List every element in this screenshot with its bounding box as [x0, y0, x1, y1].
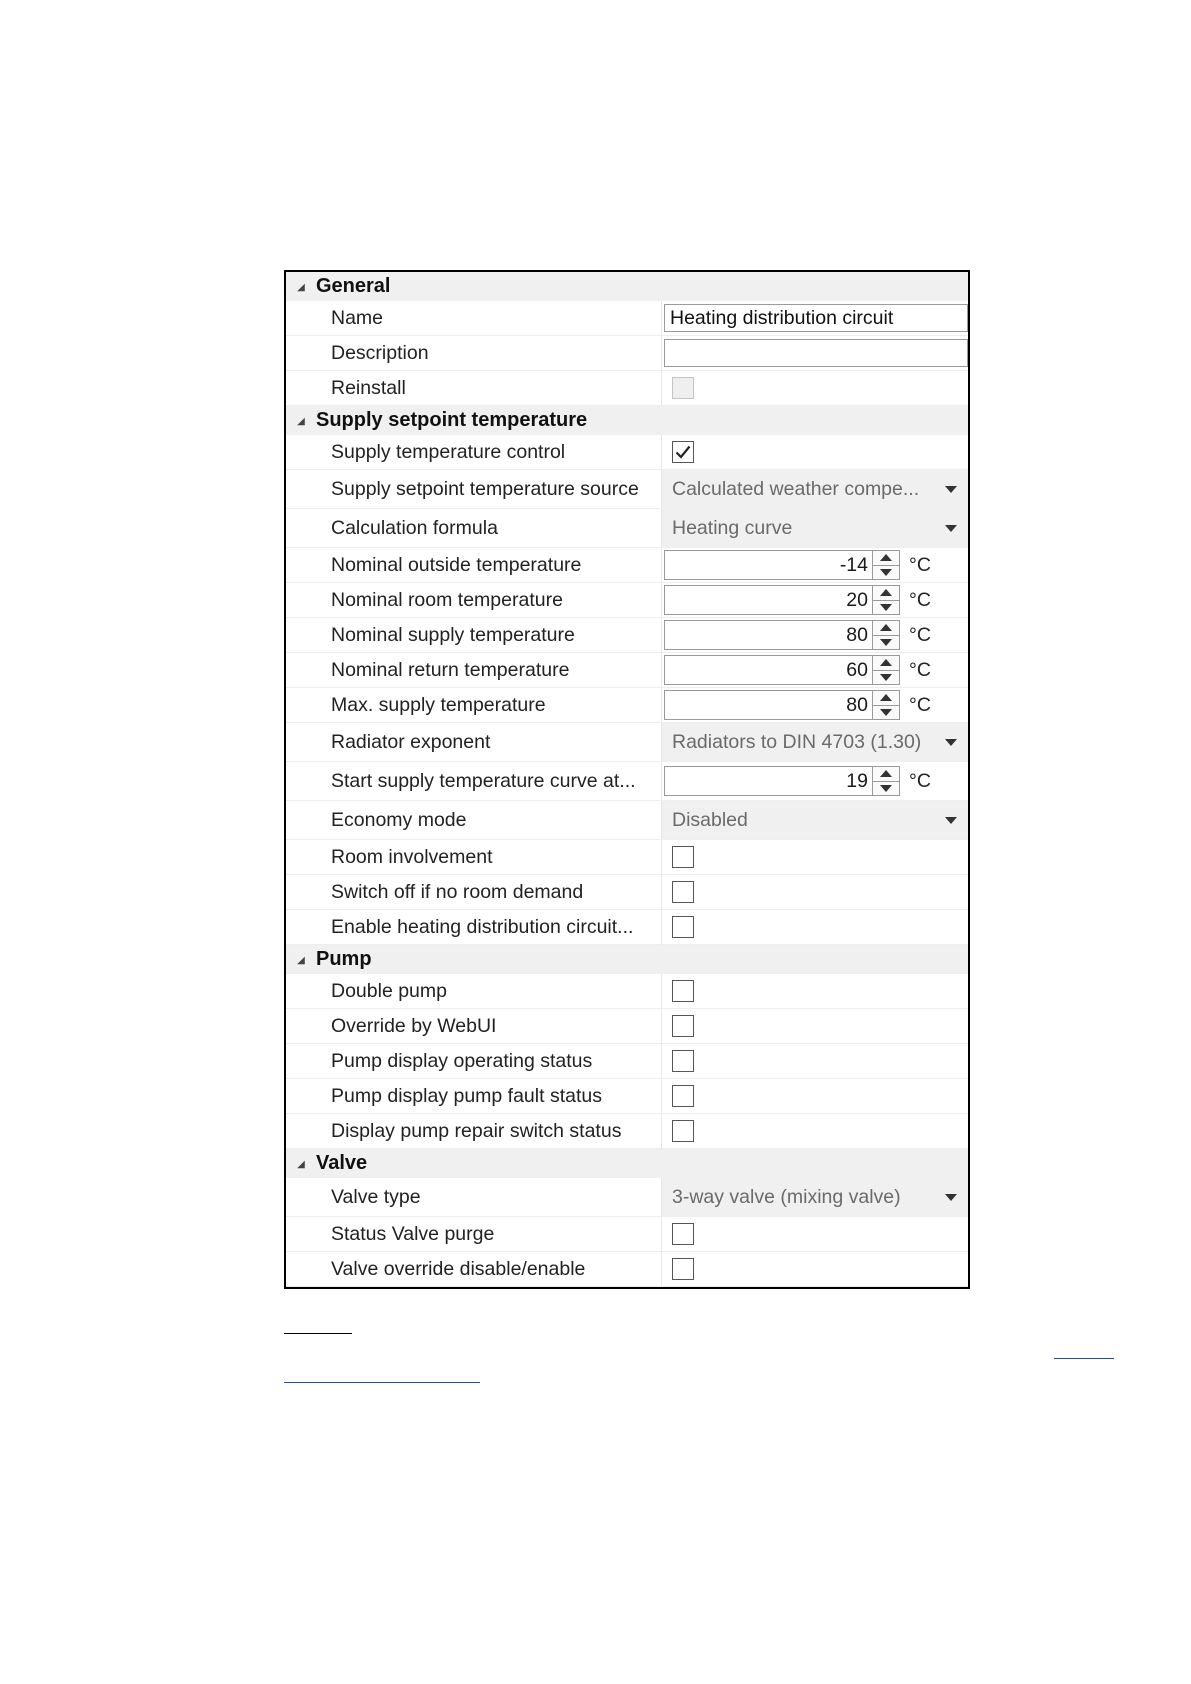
outside-temp-spinbox[interactable] [664, 550, 900, 580]
dropdown-value: 3-way valve (mixing valve) [672, 1185, 901, 1208]
property-row-supply-temp [286, 618, 968, 653]
unit-label: °C [909, 623, 931, 646]
property-row-valve-type [286, 1178, 968, 1217]
dropdown-value: Calculated weather compe... [672, 477, 920, 500]
collapse-triangle-icon[interactable]: ◢ [297, 415, 305, 427]
name-input[interactable]: Heating distribution circuit [664, 304, 968, 332]
property-row-radiator [286, 723, 968, 762]
unit-label: °C [909, 769, 931, 792]
link-underline[interactable] [1054, 1358, 1114, 1359]
switch-off-checkbox[interactable] [672, 881, 694, 903]
supply-control-checkbox[interactable] [672, 441, 694, 463]
spinbox-value[interactable]: 20 [846, 588, 868, 611]
unit-label: °C [909, 693, 931, 716]
category-valve[interactable] [286, 1149, 968, 1178]
repair-switch-checkbox[interactable] [672, 1120, 694, 1142]
property-row-supply-control [286, 435, 968, 470]
collapse-triangle-icon[interactable]: ◢ [297, 954, 305, 966]
property-label: Reinstall [286, 371, 662, 406]
property-label: Calculation formula [286, 509, 662, 548]
property-label: Display pump repair switch status [286, 1114, 662, 1149]
spinbox-value[interactable]: -14 [839, 553, 868, 576]
property-row-source [286, 470, 968, 509]
dropdown-value: Heating curve [672, 516, 793, 539]
dropdown-value: Radiators to DIN 4703 (1.30) [672, 730, 922, 753]
spin-down-icon[interactable] [873, 671, 899, 685]
valve-purge-checkbox[interactable] [672, 1223, 694, 1245]
dropdown-arrow-icon[interactable] [934, 739, 968, 746]
property-row-valve-purge [286, 1217, 968, 1252]
valve-type-dropdown[interactable] [662, 1178, 968, 1216]
property-label: Switch off if no room demand [286, 875, 662, 910]
property-label: Nominal return temperature [286, 653, 662, 688]
property-label: Double pump [286, 974, 662, 1009]
property-label: Name [286, 301, 662, 336]
collapse-triangle-icon[interactable]: ◢ [297, 1158, 305, 1170]
link-underline[interactable] [284, 1382, 480, 1383]
property-label: Nominal outside temperature [286, 548, 662, 583]
property-label: Supply temperature control [286, 435, 662, 470]
spin-down-icon[interactable] [873, 566, 899, 580]
unit-label: °C [909, 658, 931, 681]
valve-override-checkbox[interactable] [672, 1258, 694, 1280]
property-row-switch-off [286, 875, 968, 910]
source-dropdown[interactable] [662, 470, 968, 508]
property-label: Status Valve purge [286, 1217, 662, 1252]
property-label: Supply setpoint temperature source [286, 470, 662, 509]
property-row-room-involvement [286, 840, 968, 875]
property-row-room-temp [286, 583, 968, 618]
supply-temp-spinbox[interactable] [664, 620, 900, 650]
property-label: Start supply temperature curve at... [286, 762, 662, 801]
underline-decoration [284, 1333, 352, 1334]
collapse-triangle-icon[interactable]: ◢ [297, 281, 305, 293]
property-grid [284, 270, 970, 1289]
economy-dropdown[interactable] [662, 801, 968, 839]
property-label: Enable heating distribution circuit... [286, 910, 662, 945]
category-title: Valve [316, 1152, 368, 1174]
category-title: Supply setpoint temperature [316, 409, 588, 431]
checkmark-icon [675, 445, 691, 459]
property-label: Pump display operating status [286, 1044, 662, 1079]
property-label: Nominal room temperature [286, 583, 662, 618]
spin-up-icon[interactable] [873, 767, 899, 782]
category-supply-setpoint[interactable] [286, 406, 968, 435]
spin-up-icon[interactable] [873, 656, 899, 671]
property-row-enable-circuit [286, 910, 968, 945]
property-row-economy [286, 801, 968, 840]
fault-status-checkbox[interactable] [672, 1085, 694, 1107]
start-curve-spinbox[interactable] [664, 766, 900, 796]
property-row-fault-status [286, 1079, 968, 1114]
property-label: Override by WebUI [286, 1009, 662, 1044]
property-label: Economy mode [286, 801, 662, 840]
reinstall-checkbox [672, 377, 694, 399]
dropdown-value: Disabled [672, 808, 748, 831]
spin-up-icon[interactable] [873, 586, 899, 601]
spin-up-icon[interactable] [873, 621, 899, 636]
unit-label: °C [909, 553, 931, 576]
property-row-outside-temp [286, 548, 968, 583]
property-label: Radiator exponent [286, 723, 662, 762]
enable-circuit-checkbox[interactable] [672, 916, 694, 938]
spin-down-icon[interactable] [873, 782, 899, 796]
property-label: Room involvement [286, 840, 662, 875]
property-label: Nominal supply temperature [286, 618, 662, 653]
description-input[interactable] [664, 339, 968, 367]
property-row-operating-status [286, 1044, 968, 1079]
property-row-formula [286, 509, 968, 548]
property-row-repair-switch [286, 1114, 968, 1149]
property-row-return-temp [286, 653, 968, 688]
property-row-override-webui [286, 1009, 968, 1044]
property-row-name [286, 301, 968, 336]
spinbox-value[interactable]: 80 [846, 693, 868, 716]
property-label: Pump display pump fault status [286, 1079, 662, 1114]
room-temp-spinbox[interactable] [664, 585, 900, 615]
property-label: Description [286, 336, 662, 371]
property-row-valve-override [286, 1252, 968, 1287]
formula-dropdown[interactable] [662, 509, 968, 547]
property-row-start-curve [286, 762, 968, 801]
property-label: Valve type [286, 1178, 662, 1217]
property-label: Max. supply temperature [286, 688, 662, 723]
unit-label: °C [909, 588, 931, 611]
category-title: General [316, 275, 391, 297]
operating-status-checkbox[interactable] [672, 1050, 694, 1072]
double-pump-checkbox[interactable] [672, 980, 694, 1002]
category-title: Pump [316, 948, 372, 970]
property-label: Valve override disable/enable [286, 1252, 662, 1287]
category-pump[interactable] [286, 945, 968, 974]
spin-down-icon[interactable] [873, 601, 899, 615]
category-general[interactable] [286, 272, 968, 301]
dropdown-arrow-icon[interactable] [934, 486, 968, 493]
spinbox-value[interactable]: 60 [846, 658, 868, 681]
property-row-double-pump [286, 974, 968, 1009]
dropdown-arrow-icon[interactable] [934, 1194, 968, 1201]
spinbox-value[interactable]: 19 [846, 769, 868, 792]
return-temp-spinbox[interactable] [664, 655, 900, 685]
max-supply-temp-spinbox[interactable] [664, 690, 900, 720]
spin-up-icon[interactable] [873, 691, 899, 706]
dropdown-arrow-icon[interactable] [934, 817, 968, 824]
spin-down-icon[interactable] [873, 636, 899, 650]
room-involvement-checkbox[interactable] [672, 846, 694, 868]
radiator-dropdown[interactable] [662, 723, 968, 761]
property-row-reinstall [286, 371, 968, 406]
spin-down-icon[interactable] [873, 706, 899, 720]
spinbox-value[interactable]: 80 [846, 623, 868, 646]
property-row-max-supply-temp [286, 688, 968, 723]
property-row-description [286, 336, 968, 371]
dropdown-arrow-icon[interactable] [934, 525, 968, 532]
override-webui-checkbox[interactable] [672, 1015, 694, 1037]
spin-up-icon[interactable] [873, 551, 899, 566]
